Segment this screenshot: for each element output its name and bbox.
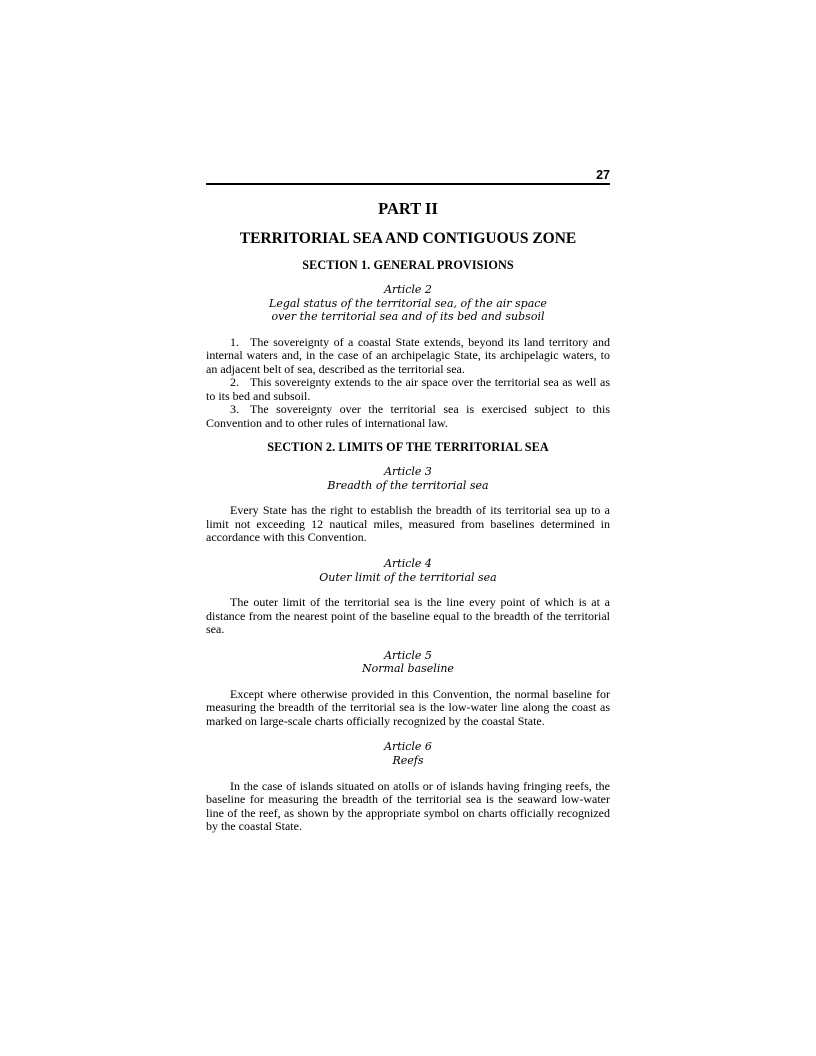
article-4-text: The outer limit of the territorial sea is the line every point of which is at a distance from the nearest point of the baseline equal to the breadth of the territorial sea. [206, 595, 610, 637]
article-2-paragraph-3: 3. The sovereignty over the territorial sea is exercised subject to this Convention and to other rules of international law. [206, 402, 610, 430]
article-2-heading [206, 283, 610, 324]
article-3-heading [206, 465, 610, 492]
article-6-text: In the case of islands situated on atolls or of islands having fringing reefs, the baseline for measuring the breadth of the territorial sea is the seaward low-water line of the reef, as shown by the appropriate symbol on charts officially recognized by the coastal State. [206, 778, 610, 834]
page-number: 27 [596, 168, 610, 182]
article-2-title-line-1: Legal status of the territorial sea, of the air space [269, 296, 547, 310]
part-title: PART II [378, 199, 438, 218]
article-2-paragraph-2: 2. This sovereignty extends to the air space over the territorial sea as well as to its bed and subsoil. [206, 375, 610, 403]
article-6-title: Reefs [392, 753, 424, 767]
article-2-title-line-2: over the territorial sea and of its bed and subsoil [271, 310, 545, 324]
article-2-number: Article 2 [384, 283, 432, 296]
article-3-number: Article 3 [384, 465, 432, 479]
article-5-heading [206, 649, 610, 676]
section-2-title: SECTION 2. LIMITS OF THE TERRITORIAL SEA [267, 440, 549, 455]
part-subtitle: TERRITORIAL SEA AND CONTIGUOUS ZONE [239, 230, 577, 247]
article-4-title: Outer limit of the territorial sea [319, 570, 497, 584]
article-5-title: Normal baseline [362, 662, 454, 676]
page-content [206, 168, 610, 834]
article-5-number: Article 5 [384, 648, 432, 662]
article-5-text: Except where otherwise provided in this Convention, the normal baseline for measuring the breadth of the territorial sea is the low-water line along the coast as marked on large-scale charts officially recognized by the coastal State. [206, 686, 610, 728]
article-4-heading [206, 557, 610, 584]
header-rule [206, 183, 610, 185]
article-6-number: Article 6 [384, 740, 432, 754]
article-6-heading [206, 740, 610, 767]
article-3-text: Every State has the right to establish the breadth of its territorial sea up to a limit not exceeding 12 nautical miles, measured from baselines determined in accordance with this Convention. [206, 503, 610, 545]
section-1-title: SECTION 1. GENERAL PROVISIONS [302, 258, 514, 272]
article-4-number: Article 4 [384, 556, 432, 570]
article-3-title: Breadth of the territorial sea [327, 478, 489, 492]
article-2-paragraph-1: 1. The sovereignty of a coastal State extends, beyond its land territory and internal waters and, in the case of an archipelagic State, its archipelagic waters, to an adjacent belt of sea, described as the territorial sea. [206, 334, 610, 376]
